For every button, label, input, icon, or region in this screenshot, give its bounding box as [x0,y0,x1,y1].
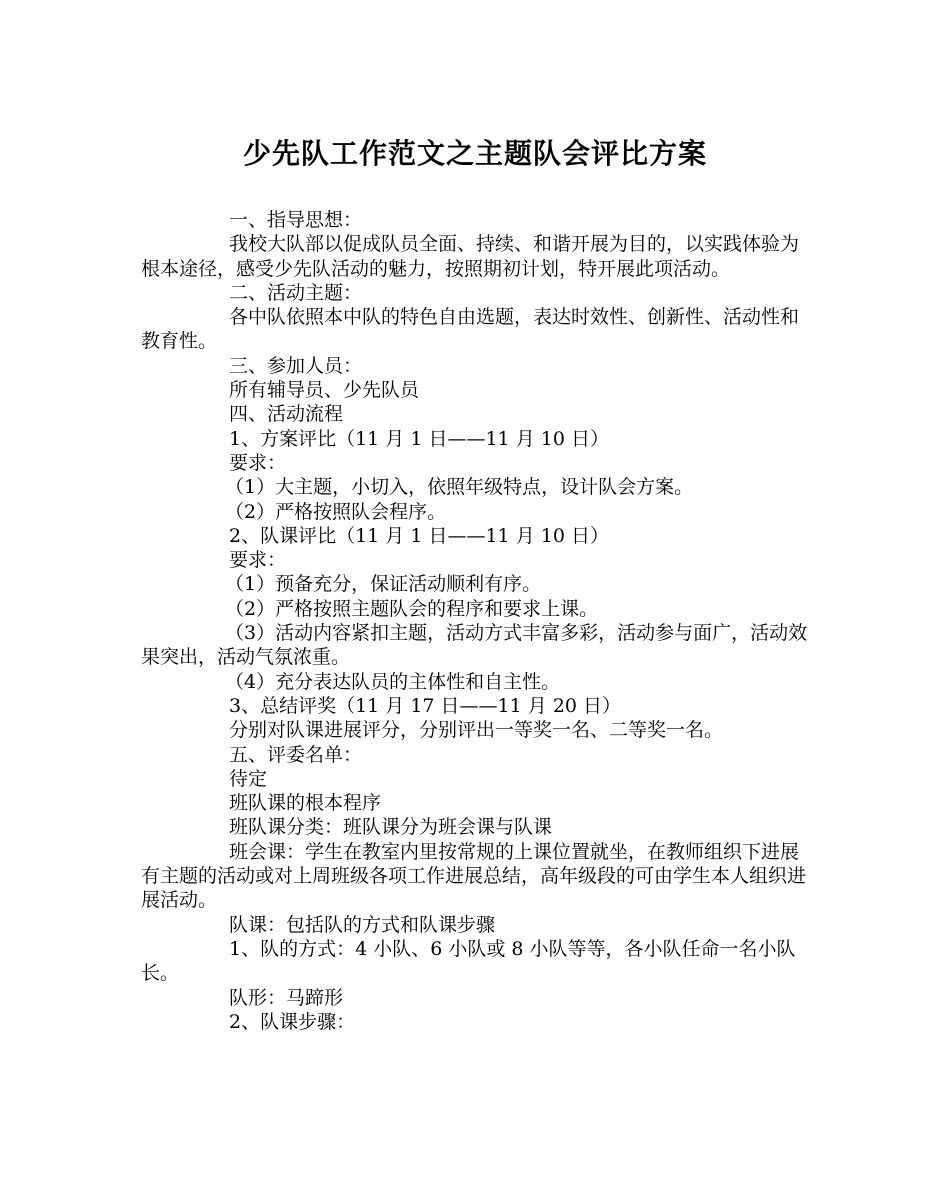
paragraph: （1）预备充分，保证活动顺利有序。 [225,573,542,596]
paragraph: 要求： [229,451,287,474]
paragraph: （2）严格按照队会程序。 [225,500,447,523]
paragraph: 班队课的根本程序 [229,792,382,815]
paragraph: （4）充分表达队员的主体性和自主性。 [225,670,561,693]
paragraph: 三、参加人员： [229,354,363,377]
paragraph: （1）大主题，小切入，依照年级特点，设计队会方案。 [225,476,694,499]
document-body [141,208,813,1034]
paragraph: 四、活动流程 [229,403,344,426]
paragraph: 2、队课步骤： [229,1010,356,1033]
paragraph: 二、活动主题： [229,281,363,304]
paragraph: 2、队课评比（11 月 1 日——11 月 10 日） [229,524,609,547]
paragraph: （2）严格按照主题队会的程序和要求上课。 [225,597,599,620]
paragraph: 分别对队课进展评分，分别评出一等奖一名、二等奖一名。 [229,719,724,742]
document-title: 少先队工作范文之主题队会评比方案 [242,137,707,170]
paragraph: 1、队的方式：4 小队、6 小队或 8 小队等等，各小队任命一名小队长。 [141,937,796,985]
paragraph: 3、总结评奖（11 月 17 日——11 月 20 日） [229,694,622,717]
paragraph: 我校大队部以促成队员全面、持续、和谐开展为目的，以实践体验为根本途径，感受少先队活动的魅力，按照期初计划，特开展此项活动。 [141,233,800,280]
paragraph: 队课：包括队的方式和队课步骤 [229,913,496,936]
paragraph: 一、指导思想： [229,209,363,231]
paragraph: 要求： [229,549,287,572]
paragraph: 所有辅导员、少先队员 [229,379,420,402]
paragraph: （3）活动内容紧扣主题，活动方式丰富多彩，活动参与面广，活动效果突出，活动气氛浓重。 [141,622,808,669]
paragraph: 队形：马蹄形 [229,986,344,1009]
paragraph: 各中队依照本中队的特色自由选题，表达时效性、创新性、活动性和教育性。 [141,306,800,353]
paragraph: 五、评委名单： [229,743,363,766]
paragraph: 待定 [229,767,268,790]
paragraph: 班会课：学生在教室内里按常规的上课位置就坐，在教师组织下进展有主题的活动或对上周班级各项工作进展总结，高年级段的可由学生本人组织进展活动。 [141,840,807,912]
paragraph: 班队课分类：班队课分为班会课与队课 [229,816,553,839]
paragraph: 1、方案评比（11 月 1 日——11 月 10 日） [229,427,609,450]
